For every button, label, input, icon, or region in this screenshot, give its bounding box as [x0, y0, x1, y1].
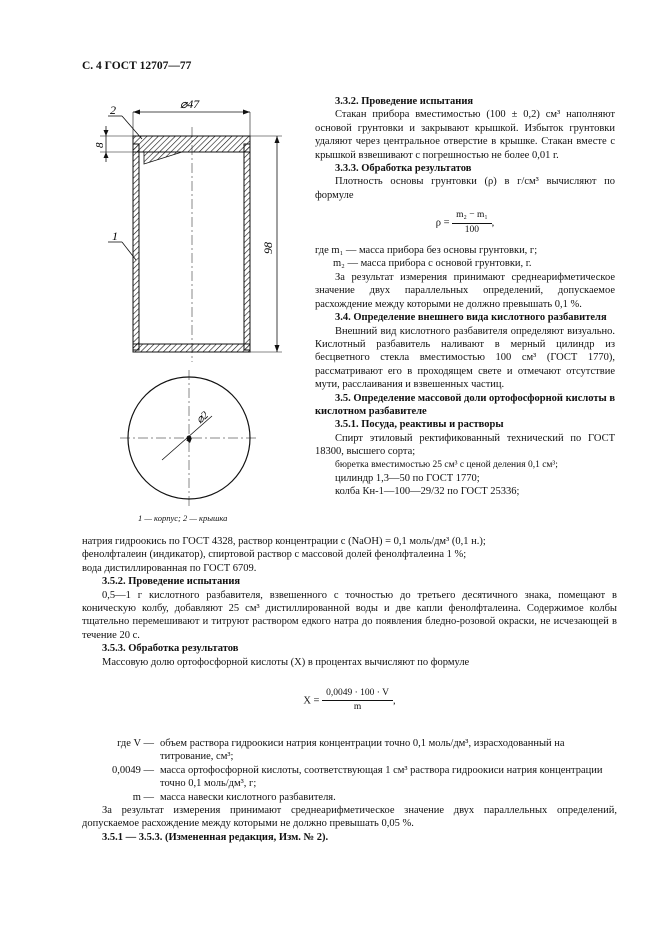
s333-result: За результат измерения принимают среднеарифметическое значение двух параллельных определений, допускаемое расхождение между которыми не должно превышать 0,1 %.	[315, 271, 615, 310]
s34-title: 3.4. Определение внешнего вида кислотного разбавителя	[335, 312, 607, 324]
s352-title: 3.5.2. Проведение испытания	[102, 576, 241, 588]
s351-line-2: бюретка вместимостью 25 см³ с ценой деления 0,1 см³;	[335, 459, 558, 470]
dim-diameter-label: ⌀47	[180, 97, 200, 111]
def-m2: m₂ — масса прибора с основой грунтовки, г.	[333, 258, 532, 270]
s332-text: Стакан прибора вместимостью (100 ± 0,2) см³ наполняют основой грунтовки и закрывают крышкой. Избыток грунтовки удаляют через центральное отверстие в крышке. Стакан вместе с крышкой взвешивают с погрешностью не более 0,01 г.	[315, 109, 615, 161]
s35-title: 3.5. Определение массовой доли ортофосфорной кислоты в кислотном разбавителе	[315, 392, 616, 417]
page-header: С. 4 ГОСТ 12707—77	[82, 60, 192, 72]
formula-density: ρ = $\frac{\text{m₂ − m₁}}{100}$ ,	[315, 209, 615, 237]
f2-denominator: m	[353, 702, 362, 713]
device-drawing	[82, 82, 314, 522]
s333-title: 3.3.3. Обработка результатов	[335, 163, 472, 175]
figure-caption: 1 — корпус; 2 — крышка	[138, 513, 228, 523]
def-0049: 0,0049 — масса ортофосфорной кислоты, соответствующая 1 см³ раствора гидроокиси натрия концентрации точно 0,1 моль/дм³, г;	[112, 764, 603, 790]
dim-height-label: 98	[261, 242, 275, 254]
s351-line-3: цилиндр 1,3—50 по ГОСТ 1770;	[335, 472, 480, 484]
s351-line-1: Спирт этиловый ректификованный технический по ГОСТ 18300, высшего сорта;	[315, 432, 615, 458]
body-right-wall	[244, 144, 250, 350]
def-m: m — масса навески кислотного разбавителя.	[132, 791, 336, 803]
s352-text: 0,5—1 г кислотного разбавителя, взвешенного с точностью до третьего десятичного знака, помещают в коническую колбу, добавляют 25 см³ дистиллированной воды и две капли фенолфталеина. Содержимое колбы тщательно перемешивают и титруют раствором едкого натра до появления бледно-розовой окраски, не исчезающей в течение 20 с.	[82, 589, 617, 641]
def-V: где V — объем раствора гидроокиси натрия концентрации точно 0,1 моль/дм³, израсходованный на титрование, см³;	[117, 737, 565, 763]
f1-denominator: 100	[464, 224, 480, 235]
s351-line-4: колба Кн-1—100—29/32 по ГОСТ 25336;	[335, 486, 520, 498]
label-2: 2	[110, 103, 116, 117]
f2-numerator: 0,0049 · 100 · V	[322, 687, 393, 701]
s333-text: Плотность основы грунтовки (ρ) в г/см³ вычисляют по формуле	[315, 176, 615, 201]
s351-title: 3.5.1. Посуда, реактивы и растворы	[335, 419, 504, 431]
right-column	[315, 95, 615, 499]
def-m1: где m₁ — масса прибора без основы грунтовки, г;	[315, 245, 538, 257]
dim-hole-label: ⌀2	[193, 409, 212, 427]
label-1: 1	[112, 229, 118, 243]
reagent-line-5: натрия гидроокись по ГОСТ 4328, раствор концентрации c (NaOH) = 0,1 моль/дм³ (0,1 н.);	[82, 536, 486, 547]
s332-title: 3.3.2. Проведение испытания	[335, 96, 474, 107]
f1-numerator: m₂ − m₁	[452, 209, 492, 223]
full-width-section	[82, 535, 617, 844]
reagent-line-7: вода дистиллированная по ГОСТ 6709.	[82, 562, 257, 574]
s353-result: За результат измерения принимают среднеарифметическое значение двух параллельных определений, допускаемое расхождение между которыми не должно превышать 0,05 %.	[82, 804, 617, 830]
formula-acid: X = $\frac{0,0049 \cdot 100 \cdot V}{m}$ ,	[82, 687, 617, 715]
s353-title: 3.5.3. Обработка результатов	[102, 643, 239, 655]
body-bottom	[133, 344, 250, 352]
reagent-line-6: фенолфталеин (индикатор), спиртовой раствор с массовой долей фенолфталеина 1 %;	[82, 549, 467, 561]
dim-cap-label: 8	[94, 142, 106, 148]
edition-note: 3.5.1 — 3.5.3. (Измененная редакция, Изм. № 2).	[102, 831, 329, 843]
body-left-wall	[133, 144, 139, 350]
s34-text: Внешний вид кислотного разбавителя определяют визуально. Кислотный разбавитель наливают в мерный цилиндр из бесцветного стекла вместимостью 100 см³ (ГОСТ 1770), рассматривают его в проходящем свете и отмечают отсутствие мути, расслаивания и взвешенных частиц.	[315, 325, 615, 391]
s353-text: Массовую долю ортофосфорной кислоты (X) в процентах вычисляют по формуле	[102, 656, 470, 668]
lid	[133, 136, 250, 152]
